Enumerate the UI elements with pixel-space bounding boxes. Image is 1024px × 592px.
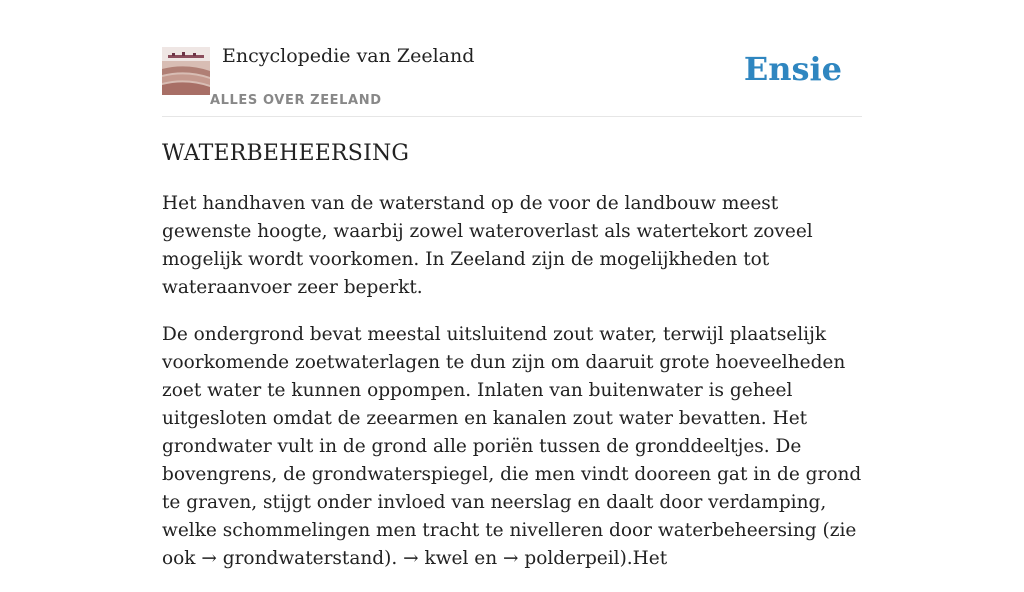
article-paragraph: De ondergrond bevat meestal uitsluitend zout water, terwijl plaatselijk voorkomende zoetwaterlagen te dun zijn om daaruit grote hoeveelheden zoet water te kunnen oppompen. Inlaten van buitenwater is geheel uitgesloten omdat de zeearmen en kanalen zout water bevatten. Het grondwater vult in de grond alle poriën tussen de gronddeeltjes. De bovengrens, de grondwaterspiegel, die men vindt dooreen gat in de grond te graven, stijgt onder invloed van neerslag en daalt door verdamping, welke schommelingen men tracht te nivelleren door waterbeheersing (zie ook → grondwaterstand). → kwel en → polderpeil).Het — [162, 324, 862, 569]
article-title: WATERBEHEERSING — [162, 141, 410, 166]
site-title-link[interactable]: Encyclopedie van Zeeland — [222, 45, 475, 67]
avatar-image — [162, 47, 210, 95]
article — [162, 138, 867, 592]
article-paragraph: Het handhaven van de waterstand op de voor de landbouw meest gewenste hoogte, waarbij zowel wateroverlast als watertekort zoveel mogelijk wordt voorkomen. In Zeeland zijn de mogelijkheden tot wateraanvoer zeer beperkt. — [162, 193, 813, 298]
site-subtitle: ALLES OVER ZEELAND — [210, 93, 382, 108]
ensie-logo[interactable]: Ensie — [743, 50, 842, 88]
site-header — [162, 44, 862, 117]
site-avatar[interactable] — [162, 47, 210, 95]
